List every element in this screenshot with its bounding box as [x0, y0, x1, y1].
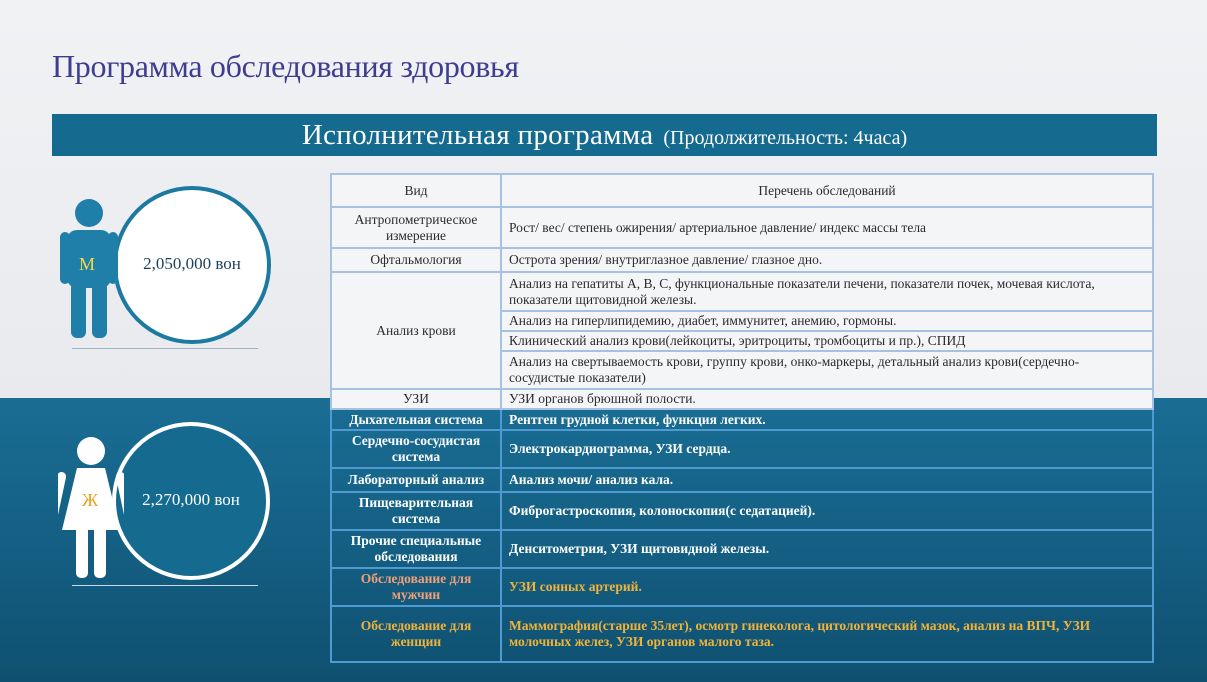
banner-duration: (Продолжительность: 4часа)	[663, 127, 908, 149]
banner-title: Исполнительная программа	[301, 119, 654, 151]
table-row	[331, 409, 1153, 430]
row-kind: Офтальмология	[331, 248, 501, 272]
row-list: Анализ мочи/ анализ кала.	[501, 468, 1153, 492]
table-header-row	[331, 174, 1153, 207]
table-row	[331, 248, 1153, 272]
row-kind: Прочие специальные обследования	[331, 530, 501, 568]
table-row	[331, 492, 1153, 530]
program-banner	[52, 114, 1157, 156]
female-price: 2,270,000 вон	[142, 490, 240, 509]
male-divider	[72, 348, 258, 349]
table-row	[331, 389, 1153, 409]
table-row	[331, 606, 1153, 662]
female-divider	[72, 585, 258, 586]
row-kind: УЗИ	[331, 389, 501, 409]
table-row	[331, 430, 1153, 468]
male-price: 2,050,000 вон	[143, 254, 241, 273]
row-list: Анализ на гепатиты А, В, С, функциональные показатели печени, показатели почек, мочевая кислота, показатели щитовидной железы.	[501, 272, 1153, 311]
table-row	[331, 468, 1153, 492]
row-kind: Обследование для женщин	[331, 606, 501, 662]
table-row	[331, 272, 1153, 311]
row-kind: Сердечно-сосудистая система	[331, 430, 501, 468]
row-list: Электрокардиограмма, УЗИ сердца.	[501, 430, 1153, 468]
row-kind: Антропометрическое измерение	[331, 207, 501, 248]
row-list: Денситометрия, УЗИ щитовидной железы.	[501, 530, 1153, 568]
row-list: Анализ на гиперлипидемию, диабет, иммунитет, анемию, гормоны.	[501, 311, 1153, 331]
row-list: Маммография(старше 35лет), осмотр гинеколога, цитологический мазок, анализ на ВПЧ, УЗИ молочных желез, УЗИ органов малого таза.	[501, 606, 1153, 662]
row-list: Острота зрения/ внутриглазное давление/ глазное дно.	[501, 248, 1153, 272]
table-row	[331, 530, 1153, 568]
header-list: Перечень обследований	[501, 174, 1153, 207]
row-list: Рентген грудной клетки, функция легких.	[501, 409, 1153, 430]
row-list: Рост/ вес/ степень ожирения/ артериальное давление/ индекс массы тела	[501, 207, 1153, 248]
row-kind: Обследование для мужчин	[331, 568, 501, 606]
row-kind: Анализ крови	[331, 272, 501, 389]
row-list: УЗИ органов брюшной полости.	[501, 389, 1153, 409]
row-list: Клинический анализ крови(лейкоциты, эритроциты, тромбоциты и пр.), СПИД	[501, 331, 1153, 351]
page-title: Программа обследования здоровья	[52, 48, 519, 84]
female-glyph: Ж	[82, 490, 99, 510]
row-list: УЗИ сонных артерий.	[501, 568, 1153, 606]
table-row	[331, 207, 1153, 248]
row-kind: Лабораторный анализ	[331, 468, 501, 492]
row-kind: Дыхательная система	[331, 409, 501, 430]
row-kind: Пищеварительная система	[331, 492, 501, 530]
row-list: Анализ на свертываемость крови, группу крови, онко-маркеры, детальный анализ крови(сердечно-сосудистые показатели)	[501, 351, 1153, 389]
table-row	[331, 568, 1153, 606]
row-list: Фиброгастроскопия, колоноскопия(с седатацией).	[501, 492, 1153, 530]
male-glyph: М	[79, 254, 96, 274]
header-kind: Вид	[331, 174, 501, 207]
examination-table	[330, 173, 1154, 663]
